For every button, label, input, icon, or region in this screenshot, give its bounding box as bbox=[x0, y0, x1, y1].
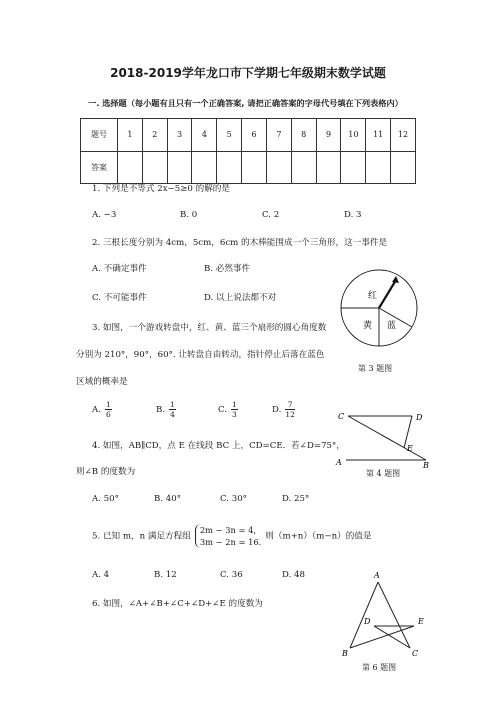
question-1-text: 1. 下列是不等式 2x−5≥0 的解的是 bbox=[92, 184, 230, 194]
answer-cell[interactable] bbox=[142, 151, 167, 184]
segment-ab bbox=[350, 582, 378, 648]
equation-system: 2m − 3n = 4, 3m − 2n = 16. bbox=[195, 524, 261, 548]
q1-option-d: D. 3 bbox=[344, 210, 362, 220]
page-title: 2018-2019学年龙口市下学期七年级期末数学试题 bbox=[110, 66, 386, 80]
point-b-label: B bbox=[423, 461, 429, 470]
spinner-pointer bbox=[379, 280, 396, 308]
answer-cell[interactable] bbox=[366, 151, 391, 184]
table-cell: 6 bbox=[242, 119, 267, 152]
q5-option-a: A. 4 bbox=[92, 570, 110, 580]
q2-option-a: A. 不确定事件 bbox=[92, 264, 147, 274]
answer-cell[interactable] bbox=[341, 151, 366, 184]
q1-option-c: C. 2 bbox=[262, 210, 280, 220]
question-4-line-2: 则∠B 的度数为 bbox=[76, 467, 136, 477]
section-heading: 一. 选择题（每小题有且只有一个正确答案, 请把正确答案的字母代号填在下列表格内） bbox=[88, 98, 403, 108]
table-cell: 3 bbox=[167, 119, 192, 152]
answer-cell[interactable] bbox=[266, 151, 291, 184]
table-header-cell: 答案 bbox=[81, 151, 118, 184]
segment-cb bbox=[348, 416, 426, 460]
q4-option-b: B. 40° bbox=[154, 494, 182, 504]
q3-option-d: D. $\frac{7}{12}$ bbox=[272, 400, 295, 419]
q2-option-d: D. 以上说法都不对 bbox=[204, 293, 277, 303]
point-a-label: A bbox=[336, 458, 342, 467]
point-d-label: D bbox=[416, 413, 423, 422]
figure-6-caption: 第 6 题图 bbox=[362, 663, 397, 672]
question-3-line-1: 3. 如图，一个游戏转盘中，红、黄、蓝三个扇形的圆心角度数 bbox=[92, 323, 327, 333]
q4-option-a: A. 50° bbox=[92, 494, 119, 504]
answer-cell[interactable] bbox=[391, 151, 416, 184]
pointer-arrowhead bbox=[392, 276, 399, 283]
figure-4 bbox=[334, 408, 434, 474]
point-a-label: A bbox=[374, 571, 380, 580]
answer-cell[interactable] bbox=[192, 151, 217, 184]
answer-cell[interactable] bbox=[217, 151, 242, 184]
q2-option-b: B. 必然事件 bbox=[204, 264, 251, 274]
question-3-line-3: 区域的概率是 bbox=[76, 377, 128, 387]
spinner-figure bbox=[338, 268, 430, 360]
question-3-line-2: 分别为 210°，90°，60°. 让转盘自由转动，指针停止后落在蓝色 bbox=[76, 350, 325, 360]
yellow-sector-label: 黄 bbox=[363, 321, 373, 331]
table-cell: 9 bbox=[316, 119, 341, 152]
q3-option-c: C. $\frac{1}{3}$ bbox=[218, 400, 237, 419]
red-sector-label: 红 bbox=[368, 291, 378, 301]
point-c-label: C bbox=[338, 412, 345, 421]
point-c-label: C bbox=[412, 649, 419, 658]
answer-cell[interactable] bbox=[291, 151, 316, 184]
q4-option-d: D. 25° bbox=[282, 494, 310, 504]
figure-6 bbox=[336, 568, 436, 660]
point-e-label: E bbox=[418, 617, 424, 626]
table-cell: 10 bbox=[341, 119, 366, 152]
q2-option-c: C. 不可能事件 bbox=[92, 293, 147, 303]
q3-option-a: A. $\frac{1}{6}$ bbox=[92, 400, 111, 419]
q1-option-b: B. 0 bbox=[180, 210, 198, 220]
question-5-text: 5. 已知 m，n 满足方程组 2m − 3n = 4, 3m − 2n = 16. 则（m+n）（m−n）的值是 bbox=[92, 525, 372, 547]
table-cell: 11 bbox=[366, 119, 391, 152]
table-row bbox=[81, 119, 416, 152]
answer-cell[interactable] bbox=[118, 151, 143, 184]
answer-cell[interactable] bbox=[242, 151, 267, 184]
table-row bbox=[81, 151, 416, 184]
figure-3-caption: 第 3 题图 bbox=[358, 364, 393, 373]
q1-option-a: A. −3 bbox=[92, 210, 117, 220]
table-cell: 4 bbox=[192, 119, 217, 152]
blue-sector-label: 蓝 bbox=[387, 321, 397, 331]
table-cell: 12 bbox=[391, 119, 416, 152]
answer-cell[interactable] bbox=[167, 151, 192, 184]
q5-option-c: C. 36 bbox=[220, 570, 243, 580]
point-d-label: D bbox=[364, 617, 371, 626]
q5-option-d: D. 48 bbox=[282, 570, 305, 580]
point-b-label: B bbox=[342, 649, 348, 658]
table-cell: 8 bbox=[291, 119, 316, 152]
table-cell: 1 bbox=[118, 119, 143, 152]
question-4-line-1: 4. 如图，AB∥CD，点 E 在线段 BC 上，CD=CE．若∠D=75°， bbox=[92, 441, 345, 451]
table-cell: 7 bbox=[266, 119, 291, 152]
table-header-cell: 题号 bbox=[81, 119, 118, 152]
table-cell: 2 bbox=[142, 119, 167, 152]
table-cell: 5 bbox=[217, 119, 242, 152]
question-6-text: 6. 如图，∠A+∠B+∠C+∠D+∠E 的度数为 bbox=[92, 599, 263, 609]
answer-table bbox=[80, 118, 416, 184]
question-2-text: 2. 三根长度分别为 4cm，5cm，6cm 的木棒能围成一个三角形，这一事件是 bbox=[92, 238, 388, 248]
figure-4-caption: 第 4 题图 bbox=[366, 469, 401, 478]
point-e-label: E bbox=[407, 444, 413, 453]
q4-option-c: C. 30° bbox=[220, 494, 247, 504]
answer-cell[interactable] bbox=[316, 151, 341, 184]
q3-option-b: B. $\frac{1}{4}$ bbox=[156, 400, 175, 419]
q5-option-b: B. 12 bbox=[154, 570, 177, 580]
